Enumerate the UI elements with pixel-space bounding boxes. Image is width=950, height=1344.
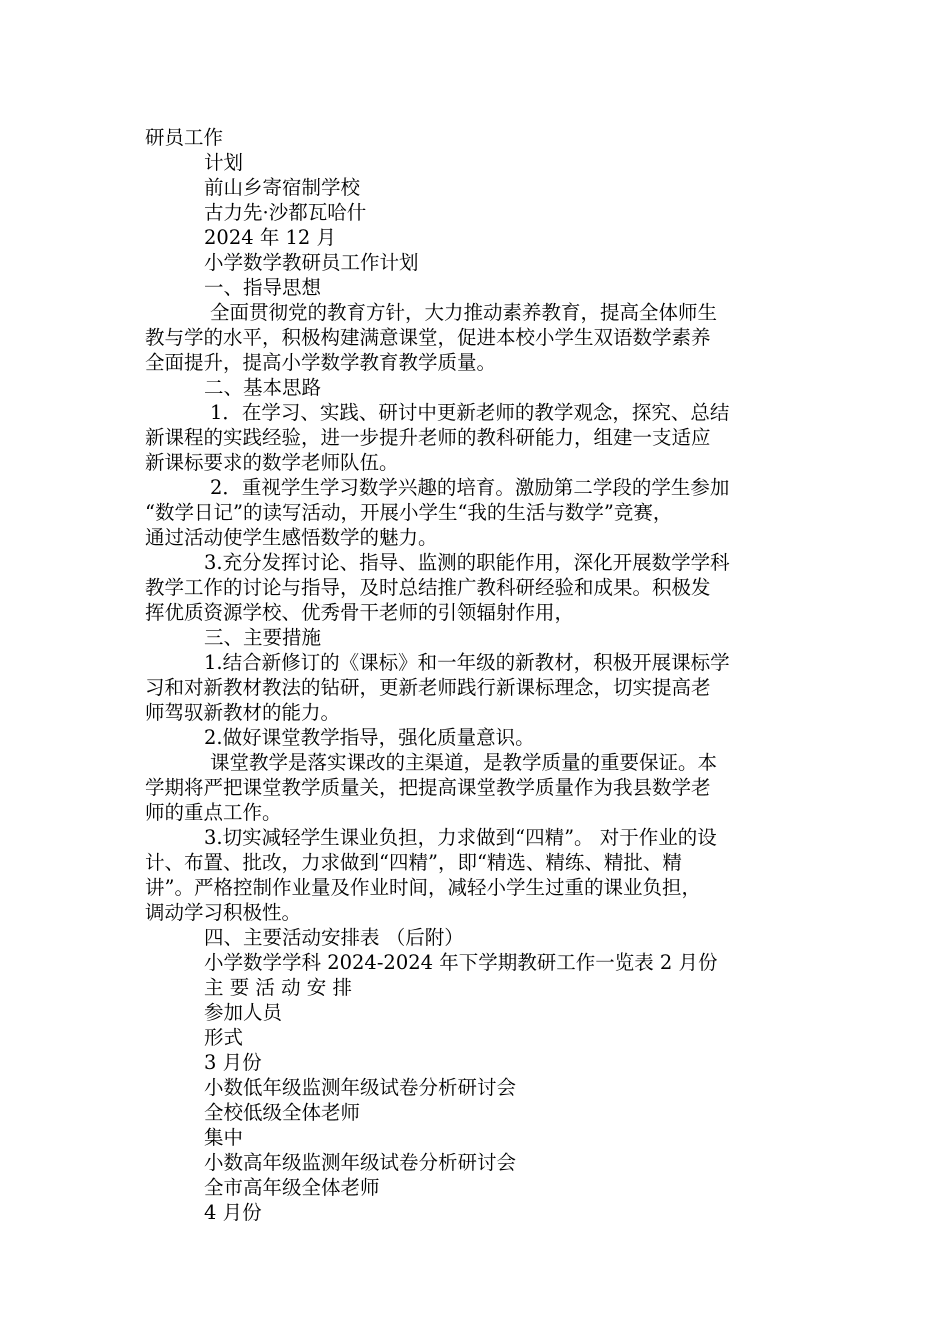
table-header-participants: 参加人员: [204, 1001, 283, 1024]
paragraph-line: 挥优质资源学校、优秀骨干老师的引领辐射作用，: [145, 601, 575, 624]
paragraph-line: 师的重点工作。: [145, 801, 282, 824]
paragraph-line: 3.切实减轻学生课业负担，力求做到“四精”。 对于作业的设: [204, 826, 717, 849]
paragraph-line: 3.充分发挥讨论、指导、监测的职能作用，深化开展数学学科: [204, 551, 730, 574]
paragraph-line: 通过活动使学生感悟数学的魅力。: [145, 526, 438, 549]
table-month: 4 月份: [204, 1201, 262, 1224]
section-heading-4: 四、主要活动安排表 （后附）: [204, 926, 464, 949]
paragraph-line: 新课程的实践经验，进一步提升老师的教科研能力，组建一支适应: [145, 426, 711, 449]
table-cell: 全校低级全体老师: [204, 1101, 361, 1124]
header-line-2: 计划: [204, 151, 244, 174]
table-header-activity: 主 要 活 动 安 排: [204, 976, 352, 999]
table-cell: 全市高年级全体老师: [204, 1176, 380, 1199]
section-heading-1: 一、指导思想: [204, 276, 322, 299]
author-name: 古力先·沙都瓦哈什: [204, 201, 367, 224]
paragraph-line: 1.结合新修订的《课标》和一年级的新教材，积极开展课标学: [204, 651, 730, 674]
header-line-1: 研员工作: [145, 126, 224, 149]
school-name: 前山乡寄宿制学校: [204, 176, 361, 199]
paragraph-line: 新课标要求的数学老师队伍。: [145, 451, 399, 474]
paragraph-line: 讲”。严格控制作业量及作业时间，减轻小学生过重的课业负担，: [145, 876, 701, 899]
paragraph-line: 学期将严把课堂教学质量关，把提高课堂教学质量作为我县数学老: [145, 776, 711, 799]
paragraph-line: 习和对新教材教法的钻研，更新老师践行新课标理念，切实提高老: [145, 676, 711, 699]
paragraph-line: 2.做好课堂教学指导，强化质量意识。: [204, 726, 535, 749]
table-month: 3 月份: [204, 1051, 262, 1074]
paragraph-line: 课堂教学是落实课改的主渠道，是教学质量的重要保证。本: [210, 751, 718, 774]
paragraph-line: 教学工作的讨论与指导，及时总结推广教科研经验和成果。积极发: [145, 576, 711, 599]
document-title: 小学数学教研员工作计划: [204, 251, 419, 274]
paragraph-line: 1．在学习、实践、研讨中更新老师的教学观念，探究、总结: [210, 401, 730, 424]
table-cell: 小数低年级监测年级试卷分析研讨会: [204, 1076, 517, 1099]
paragraph-line: 计、布置、批改，力求做到“四精”，即“精选、精练、精批、精: [145, 851, 682, 874]
table-title: 小学数学学科 2024-2024 年下学期教研工作一览表 2 月份: [204, 951, 718, 974]
paragraph-line: 教与学的水平，积极构建满意课堂，促进本校小学生双语数学素养: [145, 326, 711, 349]
paragraph-line: 2．重视学生学习数学兴趣的培育。激励第二学段的学生参加: [210, 476, 730, 499]
document-date: 2024 年 12 月: [204, 226, 337, 249]
paragraph-line: 全面贯彻党的教育方针，大力推动素养教育，提高全体师生: [210, 301, 718, 324]
paragraph-line: “数学日记”的读写活动，开展小学生“我的生活与数学”竞赛，: [145, 501, 673, 524]
paragraph-line: 师驾驭新教材的能力。: [145, 701, 341, 724]
table-cell: 集中: [204, 1126, 244, 1149]
section-heading-2: 二、基本思路: [204, 376, 322, 399]
table-cell: 小数高年级监测年级试卷分析研讨会: [204, 1151, 517, 1174]
section-heading-3: 三、主要措施: [204, 626, 322, 649]
paragraph-line: 调动学习积极性。: [145, 901, 302, 924]
table-header-format: 形式: [204, 1026, 244, 1049]
paragraph-line: 全面提升，提高小学数学教育教学质量。: [145, 351, 497, 374]
